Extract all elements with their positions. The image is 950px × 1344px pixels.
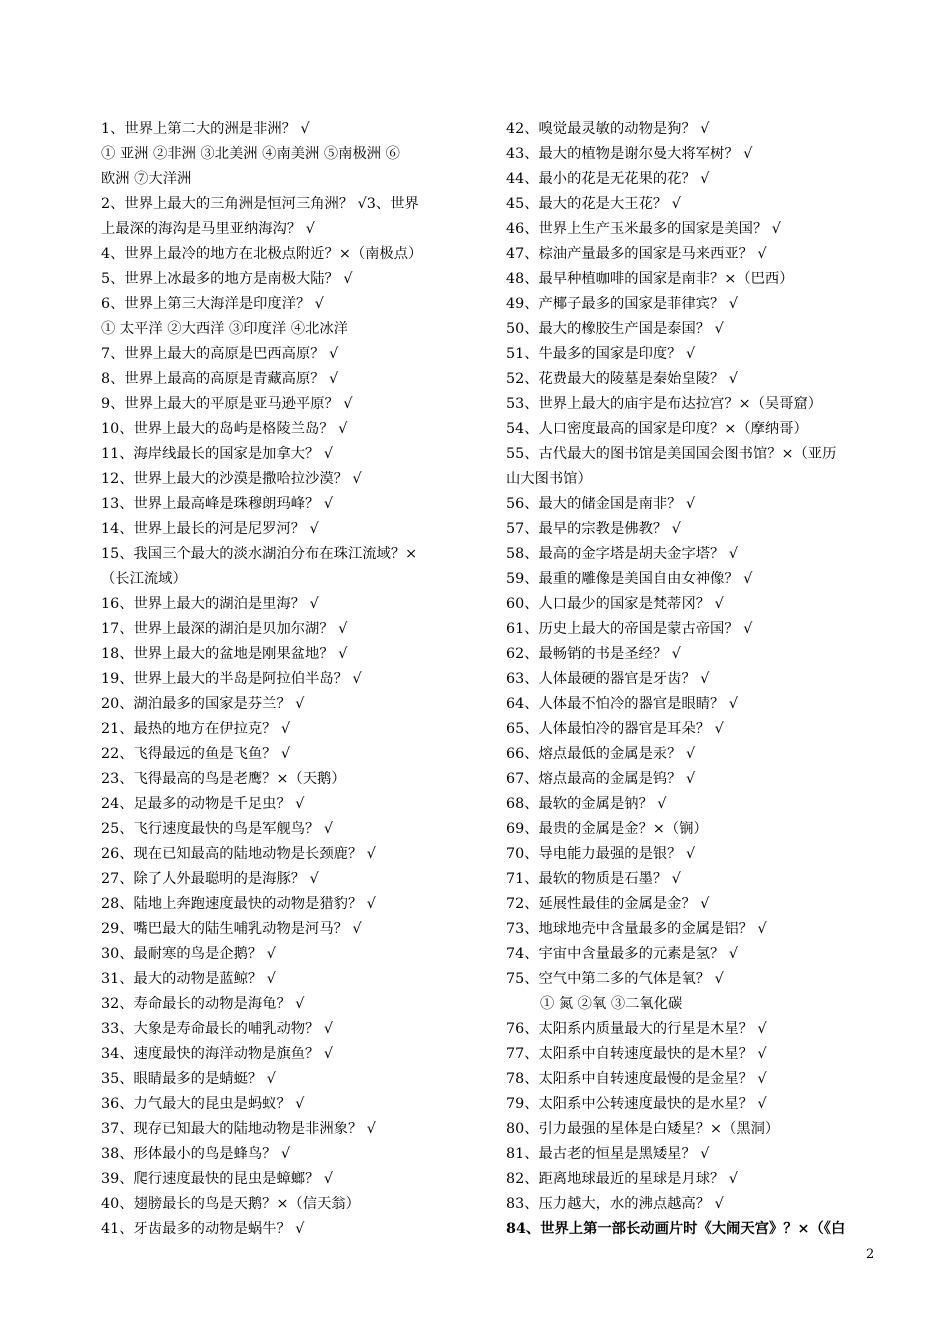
quiz-line: 68、最软的金属是钠？ √	[506, 796, 667, 812]
quiz-line: 40、翅膀最长的鸟是天鹅？×（信天翁）	[101, 1196, 360, 1212]
quiz-line: 75、空气中第二多的气体是氧？ √	[506, 971, 724, 987]
quiz-line: 14、世界上最长的河是尼罗河？ √	[101, 521, 319, 537]
quiz-line: 62、最畅销的书是圣经？ √	[506, 646, 681, 662]
quiz-line: ① 太平洋 ②大西洋 ③印度洋 ④北冰洋	[101, 321, 348, 337]
quiz-line: 84、世界上第一部长动画片时《大闹天宫》？×（《白	[506, 1221, 846, 1237]
quiz-line: 83、压力越大，水的沸点越高？ √	[506, 1196, 724, 1212]
quiz-line: 64、人体最不怕冷的器官是眼睛？ √	[506, 696, 739, 712]
quiz-line: 29、嘴巴最大的陆生哺乳动物是河马？ √	[101, 921, 362, 937]
quiz-line: 43、最大的植物是谢尔曼大将军树？ √	[506, 146, 753, 162]
quiz-line: 63、人体最硬的器官是牙齿？ √	[506, 671, 710, 687]
quiz-line: 49、产椰子最多的国家是菲律宾？ √	[506, 296, 739, 312]
quiz-line: 51、牛最多的国家是印度？ √	[506, 346, 696, 362]
quiz-line: 26、现在已知最高的陆地动物是长颈鹿？ √	[101, 846, 376, 862]
quiz-line: 39、爬行速度最快的昆虫是蟑螂？ √	[101, 1171, 334, 1187]
quiz-line: 25、飞行速度最快的鸟是军舰鸟？ √	[101, 821, 334, 837]
quiz-line: 30、最耐寒的鸟是企鹅？ √	[101, 946, 276, 962]
quiz-line: 55、古代最大的图书馆是美国国会图书馆？×（亚历	[506, 446, 837, 462]
quiz-line: 4、世界上最冷的地方在北极点附近？×（南极点）	[101, 246, 423, 262]
quiz-line: 1、世界上第二大的洲是非洲？ √	[101, 121, 310, 137]
quiz-line: 38、形体最小的鸟是蜂鸟？ √	[101, 1146, 291, 1162]
quiz-line: 60、人口最少的国家是梵蒂冈？ √	[506, 596, 724, 612]
quiz-line: 58、最高的金字塔是胡夫金字塔？ √	[506, 546, 739, 562]
quiz-line: 17、世界上最深的湖泊是贝加尔湖？ √	[101, 621, 348, 637]
quiz-line: 33、大象是寿命最长的哺乳动物？ √	[101, 1021, 334, 1037]
quiz-line: 44、最小的花是无花果的花？ √	[506, 171, 710, 187]
quiz-line: ① 氮 ②氧 ③二氧化碳	[540, 996, 683, 1012]
quiz-line: 上最深的海沟是马里亚纳海沟？ √	[101, 221, 315, 237]
quiz-line: 69、最贵的金属是金？×（锎）	[506, 821, 708, 837]
quiz-line: 67、熔点最高的金属是钨？ √	[506, 771, 696, 787]
quiz-line: 53、世界上最大的庙宇是布达拉宫？×（吴哥窟）	[506, 396, 823, 412]
quiz-line: （长江流域）	[101, 571, 187, 587]
quiz-line: 35、眼睛最多的是蜻蜓？ √	[101, 1071, 276, 1087]
quiz-line: 56、最大的储金国是南非？ √	[506, 496, 696, 512]
quiz-line: 27、除了人外最聪明的是海豚？ √	[101, 871, 319, 887]
quiz-line: 8、世界上最高的高原是青藏高原？ √	[101, 371, 339, 387]
quiz-line: 71、最软的物质是石墨？ √	[506, 871, 681, 887]
quiz-line: 15、我国三个最大的淡水湖泊分布在珠江流域？×	[101, 546, 418, 562]
quiz-line: 80、引力最强的星体是白矮星？×（黑洞）	[506, 1121, 780, 1137]
quiz-line: 11、海岸线最长的国家是加拿大？ √	[101, 446, 334, 462]
quiz-line: 9、世界上最大的平原是亚马逊平原？ √	[101, 396, 353, 412]
right-column	[506, 117, 880, 1242]
page-number: 2	[866, 1247, 875, 1262]
quiz-line: 20、湖泊最多的国家是芬兰？ √	[101, 696, 305, 712]
quiz-line: 76、太阳系内质量最大的行星是木星？ √	[506, 1021, 767, 1037]
quiz-line: 77、太阳系中自转速度最快的是木星？ √	[506, 1046, 767, 1062]
quiz-line: 46、世界上生产玉米最多的国家是美国？ √	[506, 221, 781, 237]
quiz-line: 欧洲 ⑦大洋洲	[101, 171, 192, 187]
quiz-line: 74、宇宙中含量最多的元素是氢？ √	[506, 946, 739, 962]
quiz-line: 34、速度最快的海洋动物是旗鱼？ √	[101, 1046, 334, 1062]
quiz-line: 81、最古老的恒星是黑矮星？ √	[506, 1146, 710, 1162]
quiz-line: 山大图书馆）	[506, 471, 592, 487]
quiz-line: 19、世界上最大的半岛是阿拉伯半岛？ √	[101, 671, 362, 687]
quiz-line: 79、太阳系中公转速度最快的是水星？ √	[506, 1096, 767, 1112]
quiz-line: 45、最大的花是大王花？ √	[506, 196, 681, 212]
quiz-line: 16、世界上最大的湖泊是里海？ √	[101, 596, 319, 612]
quiz-line: 47、棕油产量最多的国家是马来西亚？ √	[506, 246, 767, 262]
quiz-line: 57、最早的宗教是佛教？ √	[506, 521, 681, 537]
quiz-line: 36、力气最大的昆虫是蚂蚁？ √	[101, 1096, 305, 1112]
quiz-line: 82、距离地球最近的星球是月球？ √	[506, 1171, 739, 1187]
quiz-line: 48、最早种植咖啡的国家是南非？×（巴西）	[506, 271, 794, 287]
quiz-line: 52、花费最大的陵墓是秦始皇陵？ √	[506, 371, 739, 387]
quiz-line: 2、世界上最大的三角洲是恒河三角洲？ √3、世界	[101, 196, 419, 212]
quiz-line: 12、世界上最大的沙漠是撒哈拉沙漠？ √	[101, 471, 362, 487]
quiz-line: 5、世界上冰最多的地方是南极大陆？ √	[101, 271, 353, 287]
quiz-line: 54、人口密度最高的国家是印度？×（摩纳哥）	[506, 421, 808, 437]
quiz-line: 21、最热的地方在伊拉克？ √	[101, 721, 291, 737]
quiz-line: ① 亚洲 ②非洲 ③北美洲 ④南美洲 ⑤南极洲 ⑥	[101, 146, 400, 162]
quiz-line: 13、世界上最高峰是珠穆朗玛峰？ √	[101, 496, 334, 512]
quiz-line: 37、现存已知最大的陆地动物是非洲象？ √	[101, 1121, 376, 1137]
left-column	[101, 117, 474, 1242]
quiz-line: 32、寿命最长的动物是海龟？ √	[101, 996, 305, 1012]
quiz-line: 23、飞得最高的鸟是老鹰？×（天鹅）	[101, 771, 346, 787]
quiz-line: 78、太阳系中自转速度最慢的是金星？ √	[506, 1071, 767, 1087]
quiz-line: 59、最重的雕像是美国自由女神像？ √	[506, 571, 753, 587]
quiz-line: 72、延展性最佳的金属是金？ √	[506, 896, 710, 912]
quiz-line: 50、最大的橡胶生产国是泰国？ √	[506, 321, 724, 337]
quiz-line: 6、世界上第三大海洋是印度洋？ √	[101, 296, 324, 312]
quiz-line: 42、嗅觉最灵敏的动物是狗？ √	[506, 121, 710, 137]
quiz-line: 61、历史上最大的帝国是蒙古帝国？ √	[506, 621, 753, 637]
quiz-line: 31、最大的动物是蓝鲸？ √	[101, 971, 276, 987]
quiz-line: 24、足最多的动物是千足虫？ √	[101, 796, 305, 812]
quiz-line: 73、地球地壳中含量最多的金属是铝？ √	[506, 921, 767, 937]
quiz-line: 7、世界上最大的高原是巴西高原？ √	[101, 346, 339, 362]
quiz-line: 65、人体最怕冷的器官是耳朵？ √	[506, 721, 724, 737]
quiz-line: 70、导电能力最强的是银？ √	[506, 846, 696, 862]
quiz-line: 18、世界上最大的盆地是刚果盆地？ √	[101, 646, 348, 662]
quiz-line: 66、熔点最低的金属是汞？ √	[506, 746, 696, 762]
quiz-line: 10、世界上最大的岛屿是格陵兰岛？ √	[101, 421, 348, 437]
quiz-line: 22、飞得最远的鱼是飞鱼？ √	[101, 746, 291, 762]
quiz-line: 28、陆地上奔跑速度最快的动物是猎豹？ √	[101, 896, 376, 912]
quiz-line: 41、牙齿最多的动物是蜗牛？ √	[101, 1221, 305, 1237]
